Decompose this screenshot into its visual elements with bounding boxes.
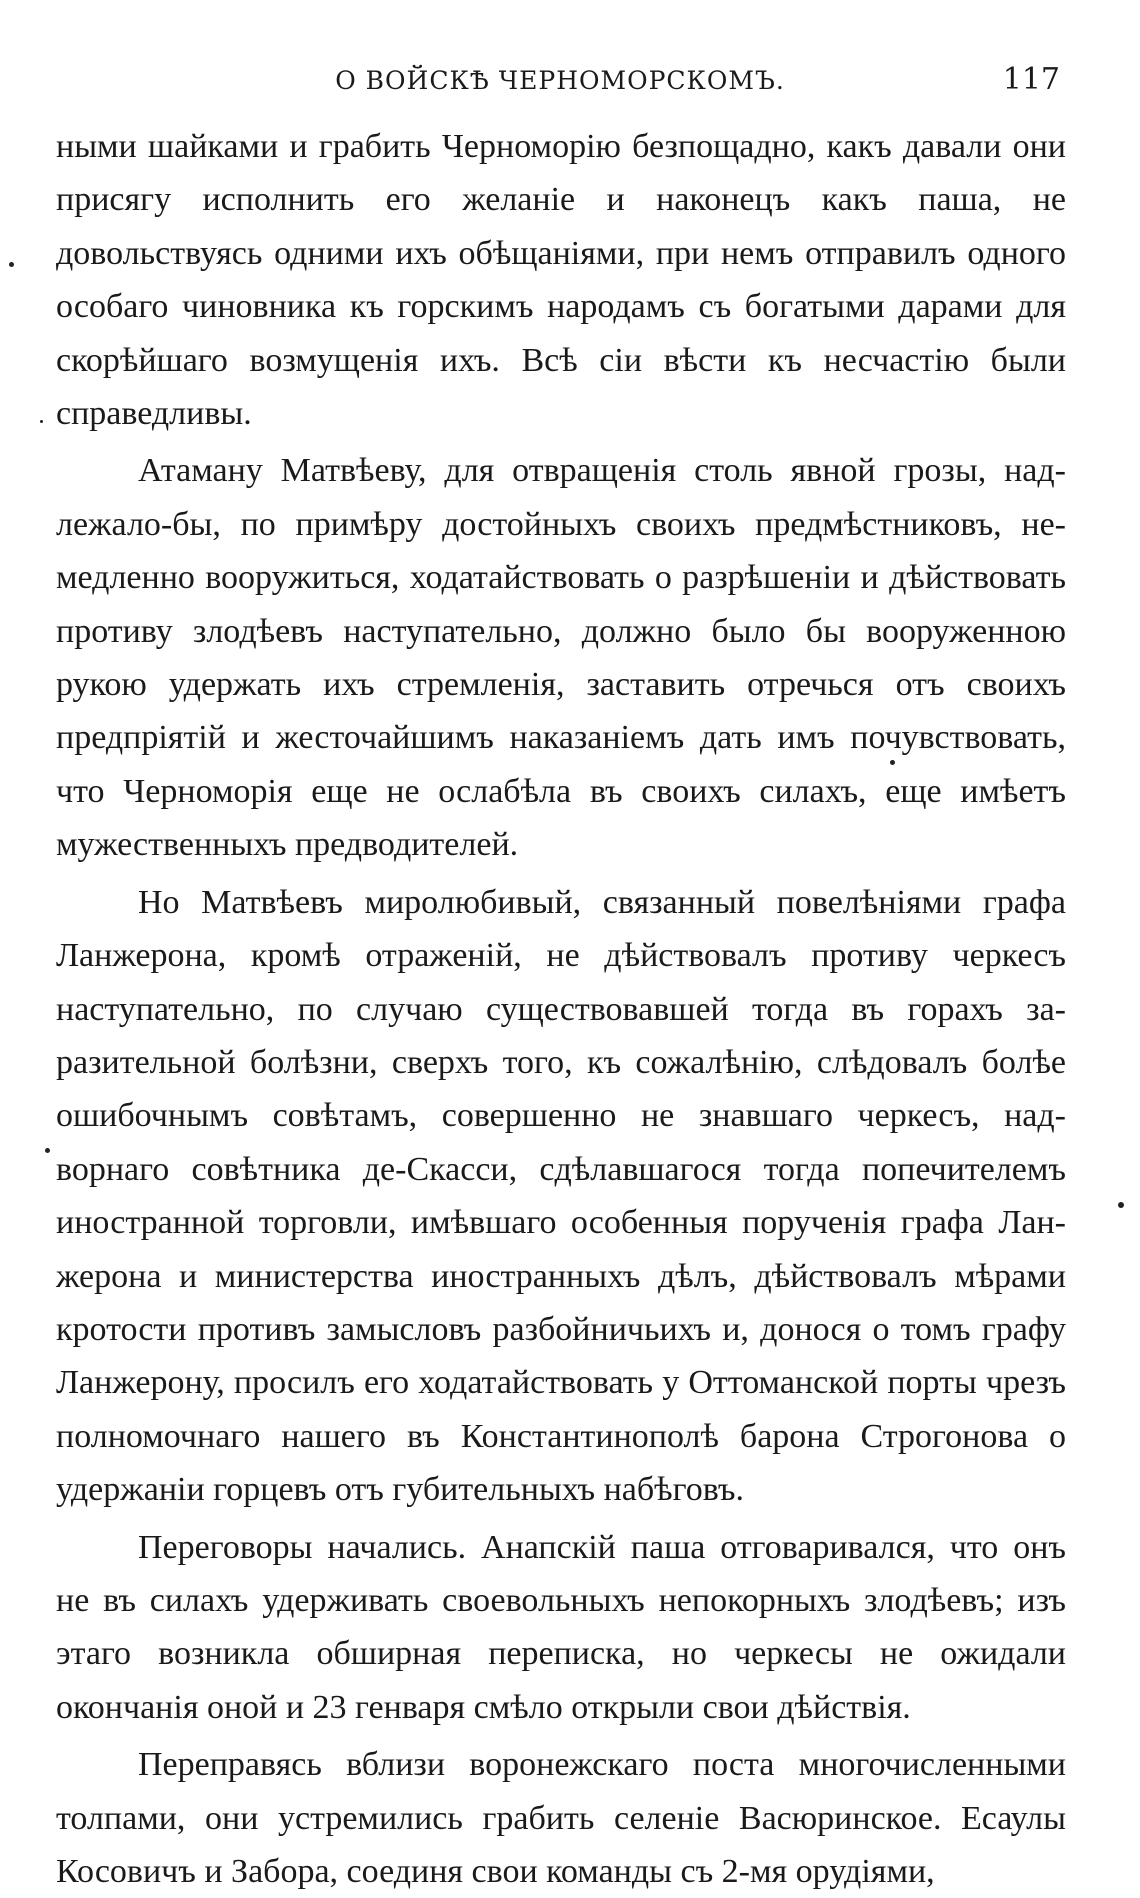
margin-speck [890, 760, 895, 765]
margin-speck [1118, 1202, 1124, 1208]
running-title: О ВОЙСКѢ ЧЕРНОМОРСКОМЪ. [335, 66, 785, 95]
running-head [60, 62, 1060, 102]
paragraph-2: Атаману Матвѣеву, для отвращенія столь явной грозы, надлежало-бы, по примѣру достойныхъ своихъ предмѣстниковъ, немедленно вооружиться, ходатайствовать о разрѣшеніи и дѣйствовать противу злодѣевъ наступательно, должно было бы вооруженною рукою удержать ихъ стремленія, заставить отречься отъ своихъ предпріятій и жесточайшимъ наказаніемъ дать имъ почувствовать, что Черноморія еще не ослабѣла въ своихъ силахъ, еще имѣетъ мужественныхъ предводителей. [56, 452, 1066, 864]
margin-speck [45, 1148, 50, 1153]
body-text [56, 120, 1066, 1898]
paragraph-3: Но Матвѣевъ миролюбивый, связанный повелѣніями графа Ланжерона, кромѣ отраженій, не дѣйствовалъ противу черкесъ наступательно, по случаю существовавшей тогда въ горахъ заразительной болѣзни, сверхъ того, къ сожалѣнію, слѣдовалъ болѣе ошибочнымъ совѣтамъ, совершенно не знавшаго черкесъ, надворнаго совѣтника де-Скасси, сдѣлавшагося тогда попечителемъ иностранной торговли, имѣвшаго особенныя порученія графа Ланжерона и министерства иностранныхъ дѣлъ, дѣйствовалъ мѣрами кротости противъ замысловъ разбойничьихъ и, донося о томъ графу Ланжерону, просилъ его ходатайствовать у Оттоманской порты чрезъ полномочнаго нашего въ Константинополѣ барона Строгонова о удержаніи горцевъ отъ губительныхъ набѣговъ. [56, 883, 1066, 1509]
margin-speck [9, 262, 14, 267]
paragraph-5: Переправясь вблизи воронежскаго поста многочисленными толпами, они устремились грабить селеніе Васюринское. Есаулы Косовичъ и Забора, соединя свои команды съ 2-мя орудіями, [56, 1746, 1066, 1890]
page-number: 117 [1002, 62, 1060, 97]
paragraph-4: Переговоры начались. Анапскій паша отговаривался, что онъ не въ силахъ удерживать своевольныхъ непокорныхъ злодѣевъ; изъ этаго возникла обширная переписка, но черкесы не ожидали окончанія оной и 23 генваря смѣло открыли свои дѣйствія. [56, 1528, 1066, 1726]
margin-speck [40, 420, 43, 423]
paragraph-1: ными шайками и грабить Черноморію безпощадно, какъ давали они присягу исполнить его желаніе и наконецъ какъ паша, не довольствуясь одними ихъ обѣщаніями, при немъ отправилъ одного особаго чиновника къ горскимъ народамъ съ богатыми дарами для скорѣйшаго возмущенія ихъ. Всѣ сіи вѣсти къ несчастію были справедливы. [56, 128, 1066, 433]
